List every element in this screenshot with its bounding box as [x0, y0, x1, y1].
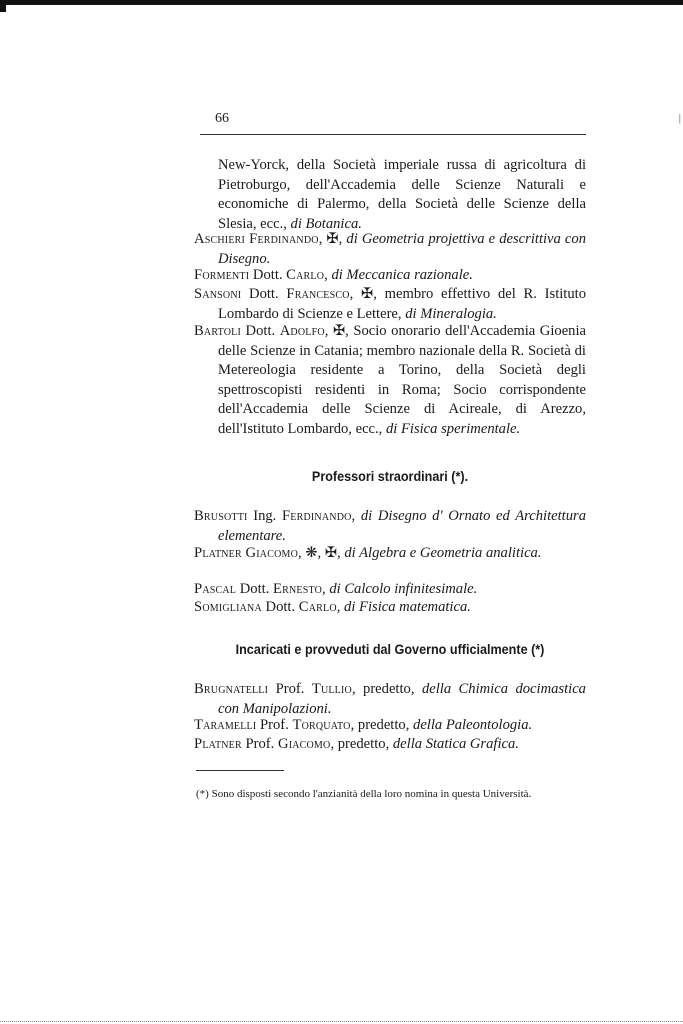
entry-title: Prof. [256, 717, 293, 733]
entry-details: , ✠, Socio onorario dell'Accademia Gioenia delle Scienze in Catania; membro nazionale della R. Società di Metereologia residente a Torino, della Società degli spettroscopisti residenti in Roma; Socio corrispondente dell'Accademia delle Scienze di Acireale, di Arezzo, dell'Istituto Lombardo, ecc., [218, 323, 586, 437]
entry-subject: della Paleontologia. [413, 717, 533, 733]
entry-details: , ❋, ✠, [298, 545, 345, 561]
entry-text: New-Yorck, della Società imperiale russa di agricoltura di Pietroburgo, dell'Accademia delle Scienze Naturali e economiche di Palermo, della Società delle Scienze della Slesia, ecc., [218, 157, 586, 232]
entry-subject: di Fisica sperimentale. [385, 420, 521, 437]
entry-subject: di Mineralogia. [405, 305, 497, 322]
entry-brugnatelli [194, 680, 586, 719]
entry-surname: Platner [194, 736, 242, 752]
entry-surname: Somigliana [194, 599, 262, 615]
entry-continuation [194, 156, 586, 234]
entry-subject: di Geometria projettiva e descrittiva con Disegno. [218, 231, 586, 267]
entry-surname: Sansoni [194, 286, 242, 302]
entry-surname: Brusotti [194, 508, 248, 524]
entry-details: , predetto, [350, 717, 414, 733]
scan-bottom-edge [0, 1021, 683, 1022]
header-rule [200, 134, 586, 135]
entry-surname: Formenti [194, 267, 250, 283]
entry-brusotti [194, 507, 586, 546]
entry-details: , [351, 508, 361, 524]
entry-title: Prof. [241, 736, 278, 752]
footnote: (*) Sono disposti secondo l'anzianità della loro nomina in questa Università. [196, 788, 532, 800]
entry-taramelli [194, 716, 586, 736]
entry-subject: di Fisica matematica. [344, 599, 471, 615]
entry-name: Giacomo [245, 545, 299, 561]
entry-name: Giacomo [277, 736, 331, 752]
entry-formenti [194, 266, 586, 286]
margin-mark: | [678, 112, 681, 124]
entry-details: , predetto, [351, 681, 422, 697]
entry-sansoni [194, 285, 586, 324]
entry-subject: della Chimica docimastica con Manipolazioni. [218, 681, 586, 717]
entry-bartoli [194, 322, 586, 439]
entry-details: , predetto, [330, 736, 393, 752]
entry-platner-incaricato [194, 735, 586, 755]
entry-title: Ing. [247, 508, 282, 524]
entry-title: Dott. [261, 599, 299, 615]
entry-name: Francesco [286, 286, 350, 302]
footnote-rule [196, 770, 284, 771]
entry-surname: Taramelli [194, 717, 257, 733]
entry-surname: Pascal [194, 581, 237, 597]
entry-surname: Aschieri [194, 231, 246, 247]
entry-platner [194, 544, 586, 564]
entry-name: Ferdinando [249, 231, 319, 247]
entry-details: , [336, 599, 345, 615]
entry-name: Carlo [286, 267, 325, 283]
entry-subject: della Statica Grafica. [392, 736, 519, 752]
entry-title: Prof. [268, 681, 312, 697]
entry-title: Dott. [241, 323, 280, 339]
entry-surname: Platner [194, 545, 242, 561]
entry-name: Ernesto [273, 581, 323, 597]
entry-title: Dott. [241, 286, 287, 302]
entry-surname: Brugnatelli [194, 681, 269, 697]
entry-details: , [324, 267, 332, 283]
entry-subject: di Algebra e Geometria analitica. [344, 545, 542, 561]
entry-subject: di Disegno d' Ornato ed Architettura elementare. [218, 508, 587, 544]
entry-subject: di Meccanica razionale. [331, 267, 473, 283]
entry-details: , ✠, [318, 231, 347, 247]
section-heading-straordinari: Professori straordinari (*). [311, 468, 469, 484]
entry-pascal [194, 580, 586, 600]
entry-name: Ferdinando [281, 508, 352, 524]
entry-details: , ✠, membro effettivo del R. Istituto Lombardo di Scienze e Lettere, [218, 286, 587, 322]
section-heading-incaricati: Incaricati e provveduti dal Governo ufficialmente (*) [235, 641, 545, 657]
entry-title: Dott. [249, 267, 287, 283]
entry-subject: di Botanica. [290, 215, 362, 232]
entry-details: , [322, 581, 330, 597]
entry-name: Adolfo [279, 323, 325, 339]
entry-name: Carlo [298, 599, 337, 615]
entry-title: Dott. [236, 581, 273, 597]
entry-surname: Bartoli [194, 323, 242, 339]
entry-aschieri [194, 230, 586, 269]
entry-name: Tullio [311, 681, 352, 697]
entry-subject: di Calcolo infinitesimale. [329, 581, 478, 597]
page-number: 66 [215, 111, 229, 126]
entry-name: Torquato [292, 717, 351, 733]
entry-somigliana [194, 598, 586, 618]
